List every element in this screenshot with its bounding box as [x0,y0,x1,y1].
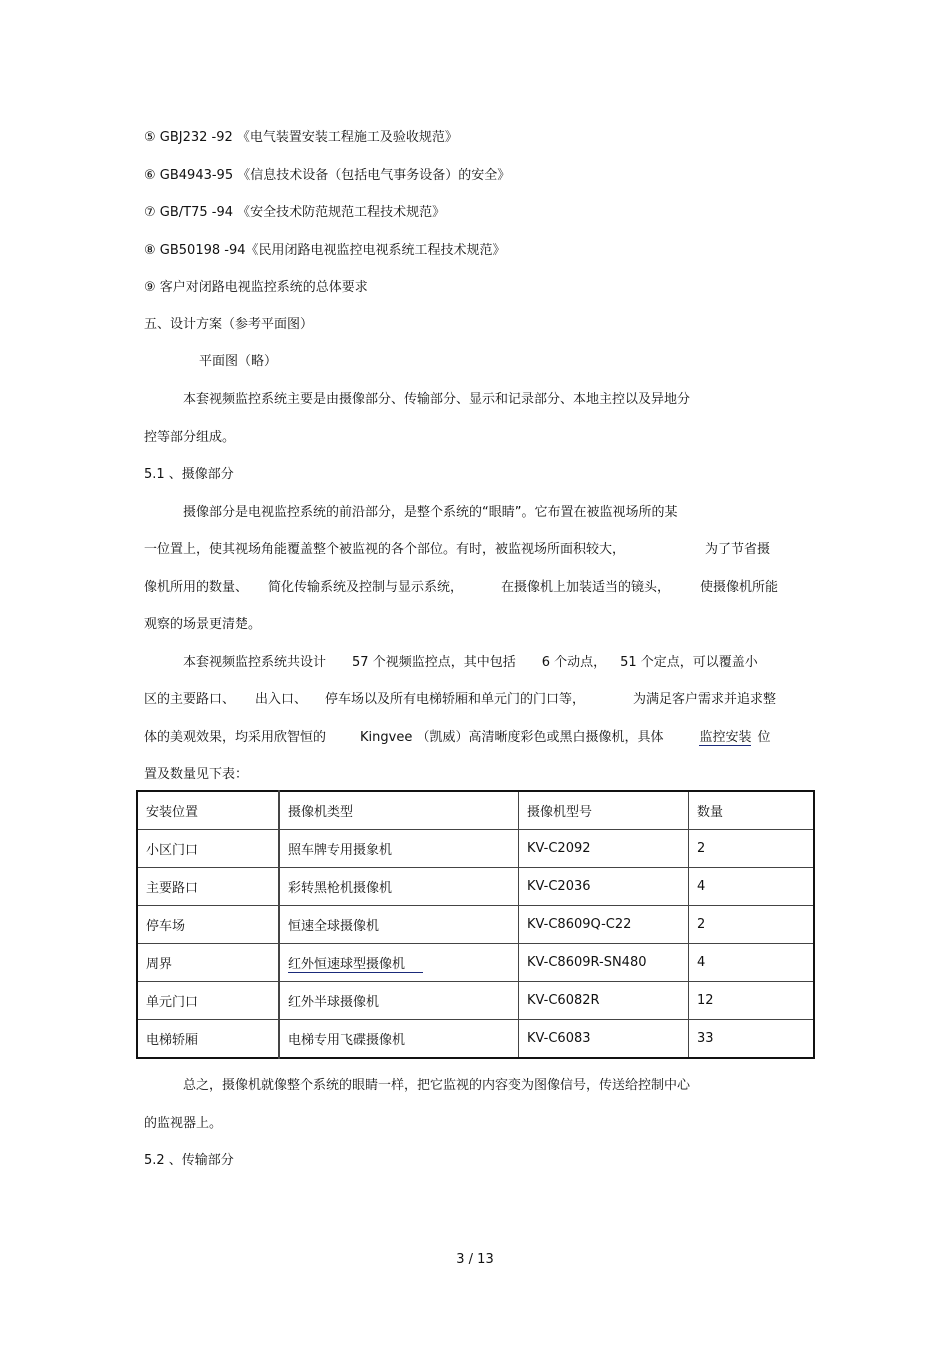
design-paragraph-line1 [183,651,758,670]
header-cell-location: 安装位置 [137,791,279,830]
table-row [137,830,814,868]
standard-item-9: ⑨ 客户对闭路电视监控系统的总体要求 [144,280,368,295]
table-row [137,906,814,944]
section5-intro-line1: 本套视频监控系统主要是由摄像部分、传输部分、显示和记录部分、本地主控以及异地分 [183,392,691,407]
text-segment: 在摄像机上加装适当的镜头， [501,580,671,595]
cell-location: 周界 [137,944,279,982]
summary-line2: 的监视器上。 [144,1116,223,1131]
cell-quantity: 4 [689,944,815,982]
cell-type [279,944,519,982]
cell-quantity: 12 [689,982,815,1020]
cell-type: 照车牌专用摄象机 [279,830,519,868]
section51-heading: 5.1 、摄像部分 [144,467,234,482]
text-segment: 为了节省摄 [705,542,771,557]
text-segment: 57 个视频监控点，其中包括 [352,655,516,670]
cell-location: 主要路口 [137,868,279,906]
cell-quantity: 2 [689,830,815,868]
header-cell-model: 摄像机型号 [519,791,689,830]
table-row [137,944,814,982]
text-segment: 一位置上，使其视场角能覆盖整个被监视的各个部位。有时，被监视场所面积较大， [144,542,626,557]
text-segment: 像机所用的数量、 [144,580,249,595]
cell-type: 红外半球摄像机 [279,982,519,1020]
text-segment: 为满足客户需求并追求整 [633,692,777,707]
design-paragraph-line2 [144,688,776,707]
camera-paragraph-line3 [144,576,778,595]
text-segment: 区的主要路口、 [144,692,236,707]
standard-item-5: ⑤ GBJ232 -92 《电气装置安装工程施工及验收规范》 [144,130,458,145]
cell-quantity: 2 [689,906,815,944]
camera-type-link[interactable]: 红外恒速球型摄像机 [288,957,423,973]
section5-intro-line2: 控等部分组成。 [144,430,236,445]
section5-heading: 五、设计方案（参考平面图） [144,317,314,332]
standard-item-7: ⑦ GB/T75 -94 《安全技术防范规范工程技术规范》 [144,205,446,220]
table-row [137,982,814,1020]
text-segment: 位 [757,730,771,745]
cell-model: KV-C6083 [519,1020,689,1059]
design-paragraph-line3 [144,726,771,745]
cell-location: 单元门口 [137,982,279,1020]
table-header-row [137,791,814,830]
text-segment: 停车场以及所有电梯轿厢和单元门的门口等， [325,692,586,707]
standard-item-6: ⑥ GB4943-95 《信息技术设备（包括电气事务设备）的安全》 [144,168,511,183]
cell-location: 小区门口 [137,830,279,868]
text-segment: 使摄像机所能 [700,580,779,595]
cell-quantity: 33 [689,1020,815,1059]
table-row [137,868,814,906]
standard-item-8: ⑧ GB50198 -94《民用闭路电视监控电视系统工程技术规范》 [144,243,506,258]
cell-location: 停车场 [137,906,279,944]
text-segment: 出入口、 [255,692,308,707]
cell-model: KV-C6082R [519,982,689,1020]
header-cell-quantity: 数量 [689,791,815,830]
table-row [137,1020,814,1059]
camera-paragraph-line4: 观察的场景更清楚。 [144,617,262,632]
summary-line1: 总之，摄像机就像整个系统的眼睛一样，把它监视的内容变为图像信号，传送给控制中心 [183,1078,691,1093]
section52-heading: 5.2 、传输部分 [144,1153,234,1168]
cell-type: 恒速全球摄像机 [279,906,519,944]
text-segment: 本套视频监控系统共设计 [183,655,327,670]
cell-quantity: 4 [689,868,815,906]
camera-paragraph-line1: 摄像部分是电视监控系统的前沿部分，是整个系统的“眼睛”。它布置在被监视场所的某 [183,505,678,520]
cell-model: KV-C8609R-SN480 [519,944,689,982]
text-segment: Kingvee （凯威）高清晰度彩色或黑白摄像机，具体 [360,730,664,745]
camera-paragraph-line2 [144,538,770,557]
design-paragraph-line4: 置及数量见下表： [144,767,249,782]
camera-table [136,790,815,1059]
text-segment: 体的美观效果，均采用欣智恒的 [144,730,327,745]
header-cell-type: 摄像机类型 [279,791,519,830]
install-link[interactable]: 监控安装 [699,730,752,745]
cell-model: KV-C8609Q-C22 [519,906,689,944]
text-segment: 6 个动点， [541,655,607,670]
cell-model: KV-C2036 [519,868,689,906]
plan-note: 平面图（略） [199,354,278,369]
cell-model: KV-C2092 [519,830,689,868]
text-segment: 51 个定点，可以覆盖小 [620,655,758,670]
cell-type: 电梯专用飞碟摄像机 [279,1020,519,1059]
cell-type: 彩转黑枪机摄像机 [279,868,519,906]
cell-location: 电梯轿厢 [137,1020,279,1059]
page-number: 3 / 13 [456,1252,494,1267]
text-segment: 简化传输系统及控制与显示系统， [268,580,464,595]
